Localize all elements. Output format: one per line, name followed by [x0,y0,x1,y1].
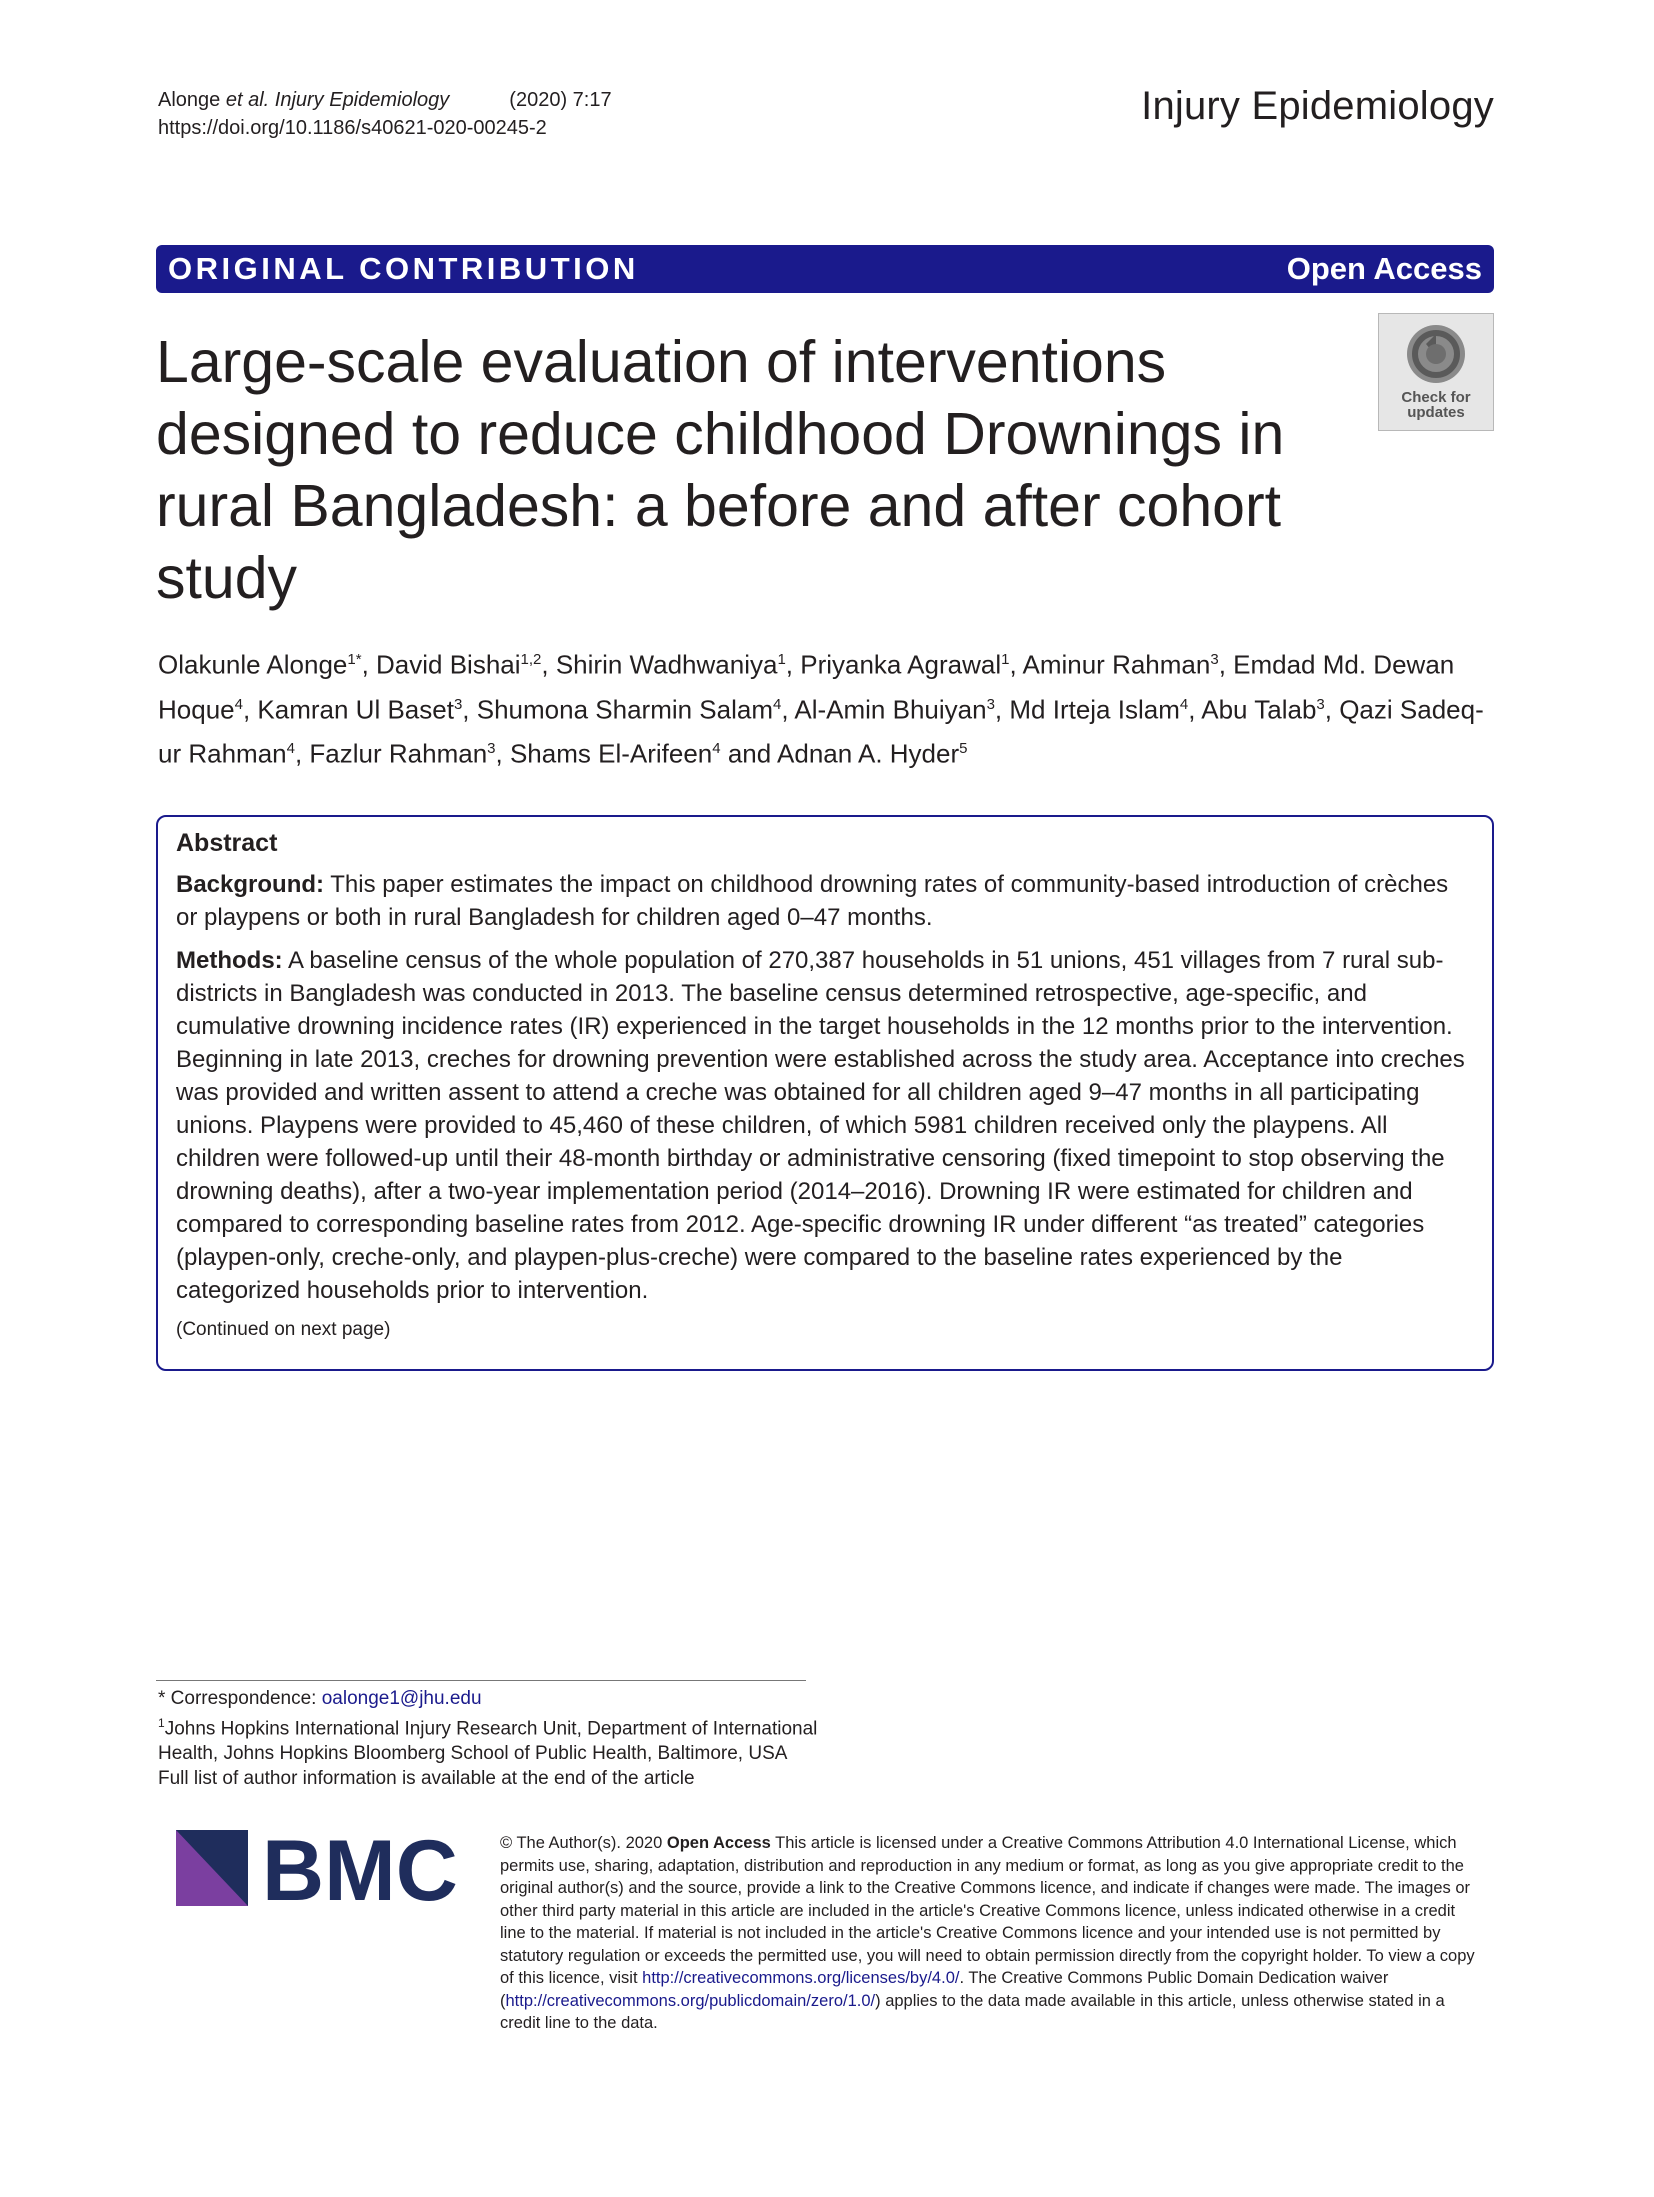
author-separator: , [781,694,795,725]
author-separator: , [994,694,1010,725]
journal-name: Injury Epidemiology [1141,84,1494,128]
author-separator: and [720,738,778,769]
author-affiliation-sup: 3 [986,695,995,713]
license-body-2: . The Creative Commons Public Domain Dedication waiver ( [500,1969,1389,2010]
author-affiliation-sup: 3 [1316,695,1325,713]
author-affiliation-sup: 1,2 [520,651,542,668]
author-separator: , [462,694,477,725]
bmc-logo-text: BMC [262,1828,458,1908]
check-for-updates-button[interactable] [1378,313,1494,431]
footnote [158,1686,818,1791]
author-name: Kamran Ul Baset [257,694,454,725]
author-affiliation-sup: 4 [1179,695,1189,713]
author-separator: , [361,649,377,680]
license-open-access: Open Access [666,1834,771,1852]
author-separator: , [1324,694,1340,725]
author-name: Shams El-Arifeen [509,738,713,769]
citation-etal: et al. [225,89,270,111]
full-author-info-note: Full list of author information is available at the end of the article [158,1768,695,1790]
author-name: Md Irteja Islam [1009,694,1180,725]
methods-text: A baseline census of the whole population of 270,387 households in 51 unions, 451 villages from 7 rural sub-districts in Bangladesh was conducted in 2013. The baseline census determined retrospective, age-specific, and cumulative drowning incidence rates (IR) experienced in the target households in the 12 months prior to the intervention. Beginning in late 2013, creches for drowning prevention were established across the study area. Acceptance into creches was provided and written assent to attend a creche was obtained for all children aged 9–47 months in all participating unions. Playpens were provided to 45,460 of these children, of which 5981 children received only the playpens. All children were followed-up until their 48-month birthday or administrative censoring (fixed timepoint to stop observing the drowning deaths), after a two-year implementation period (2014–2016). Drowning IR were estimated for children and compared to corresponding baseline rates from 2012. Age-specific drowning IR under different “as treated” categories (playpen-only, creche-only, and playpen-plus-creche) were compared to the baseline rates experienced by the categorized households prior to intervention. [176,947,1465,1304]
author-separator: , [1009,649,1023,680]
check-updates-icon [1404,322,1468,386]
cc-zero-waiver-link[interactable]: http://creativecommons.org/publicdomain/zero/1.0/ [505,1991,876,2010]
author-name: Al-Amin Bhuiyan [794,694,987,725]
check-updates-line1: Check for [1401,389,1471,406]
author-separator: , [294,738,310,769]
affiliation-sup: 1 [158,1716,165,1730]
correspondence-email-link[interactable]: oalonge1@jhu.edu [321,1688,482,1709]
continued-note: (Continued on next page) [176,1319,391,1340]
author-affiliation-sup: 1 [777,651,786,668]
author-affiliation-sup: 3 [453,695,463,713]
affiliation-text: Johns Hopkins International Injury Research Unit, Department of International Health, Johns Hopkins Bloomberg School of Public Health, Baltimore, USA [158,1718,818,1765]
author-list [158,640,1498,774]
author-affiliation-sup: 3 [487,740,496,758]
author-affiliation-sup: 1* [347,651,362,668]
author-affiliation-sup: 1 [1001,651,1010,668]
author-affiliation-sup: 4 [286,740,295,758]
license-body-1: This article is licensed under a Creative Commons Attribution 4.0 International License, which permits use, sharing, adaptation, distribution and reproduction in any medium or format, as long as you give appropriate credit to the original author(s) and the source, provide a link to the Creative Commons licence, and indicate if changes were made. The images or other third party material in this article are included in the article's Creative Commons licence, unless indicated otherwise in a credit line to the material. If material is not included in the article's Creative Commons licence and your intended use is not permitted by statutory regulation or exceeds the permitted use, you will need to obtain permission directly from the copyright holder. To view a copy of this licence, visit [500,1834,1475,1987]
citation-header [158,86,612,142]
correspondence-label: * Correspondence: [158,1688,322,1709]
license-text [500,1832,1480,2035]
author-separator: , [541,649,556,680]
check-updates-line2: updates [1407,404,1465,421]
license-body-3: ) applies to the data made available in this article, unless otherwise stated in a credit line to the data. [500,1991,1445,2032]
bmc-logo [176,1828,466,1908]
author-name: Abu Talab [1201,694,1317,725]
doi-link[interactable]: https://doi.org/10.1186/s40621-020-00245-2 [158,117,547,139]
author-affiliation-sup: 5 [959,740,968,758]
affiliation [158,1711,818,1766]
author-affiliation-sup: 3 [1210,651,1219,668]
citation-journal: Injury Epidemiology [269,89,450,111]
author-name: David Bishai [376,649,521,680]
cc-by-license-link[interactable]: http://creativecommons.org/licenses/by/4.0/ [642,1969,960,1987]
author-separator: , [1218,649,1234,680]
abstract-background [176,868,1466,934]
author-name: Emdad Md. Dewan Hoque [158,649,1455,725]
author-affiliation-sup: 4 [773,695,782,713]
license-prefix: © The Author(s). 2020 [500,1834,667,1852]
article-type-label: ORIGINAL CONTRIBUTION [168,251,639,286]
author-affiliation-sup: 4 [712,740,721,758]
author-name: Qazi Sadeq-ur Rahman [158,694,1484,769]
author-name: Aminur Rahman [1022,649,1211,680]
author-name: Olakunle Alonge [158,649,348,680]
background-text: This paper estimates the impact on childhood drowning rates of community-based introduction of crèches or playpens or both in rural Bangladesh for children aged 0–47 months. [176,871,1449,931]
author-name: Priyanka Agrawal [800,649,1002,680]
article-type-banner [156,245,1494,293]
citation-year: (2020) 7:17 [509,89,612,111]
author-separator: , [785,649,801,680]
article-title: Large-scale evaluation of interventions designed to reduce childhood Drownings in rural Bangladesh: a before and after cohort study [156,329,1285,611]
abstract-heading: Abstract [176,829,278,857]
correspondence [158,1686,818,1711]
citation-line [158,86,612,114]
footnote-rule [156,1680,806,1681]
author-name: Adnan A. Hyder [777,738,960,769]
citation-authors: Alonge [158,89,226,111]
author-name: Shumona Sharmin Salam [476,694,774,725]
author-separator: , [495,738,510,769]
author-separator: , [1188,694,1202,725]
open-access-label: Open Access [1286,251,1482,286]
author-affiliation-sup: 4 [234,695,243,713]
author-name: Shirin Wadhwaniya [555,649,778,680]
methods-label: Methods: [176,947,283,974]
author-separator: , [242,694,258,725]
background-label: Background: [176,871,325,898]
abstract-box [156,815,1494,1371]
author-name: Fazlur Rahman [309,738,488,769]
abstract-methods [176,944,1466,1307]
